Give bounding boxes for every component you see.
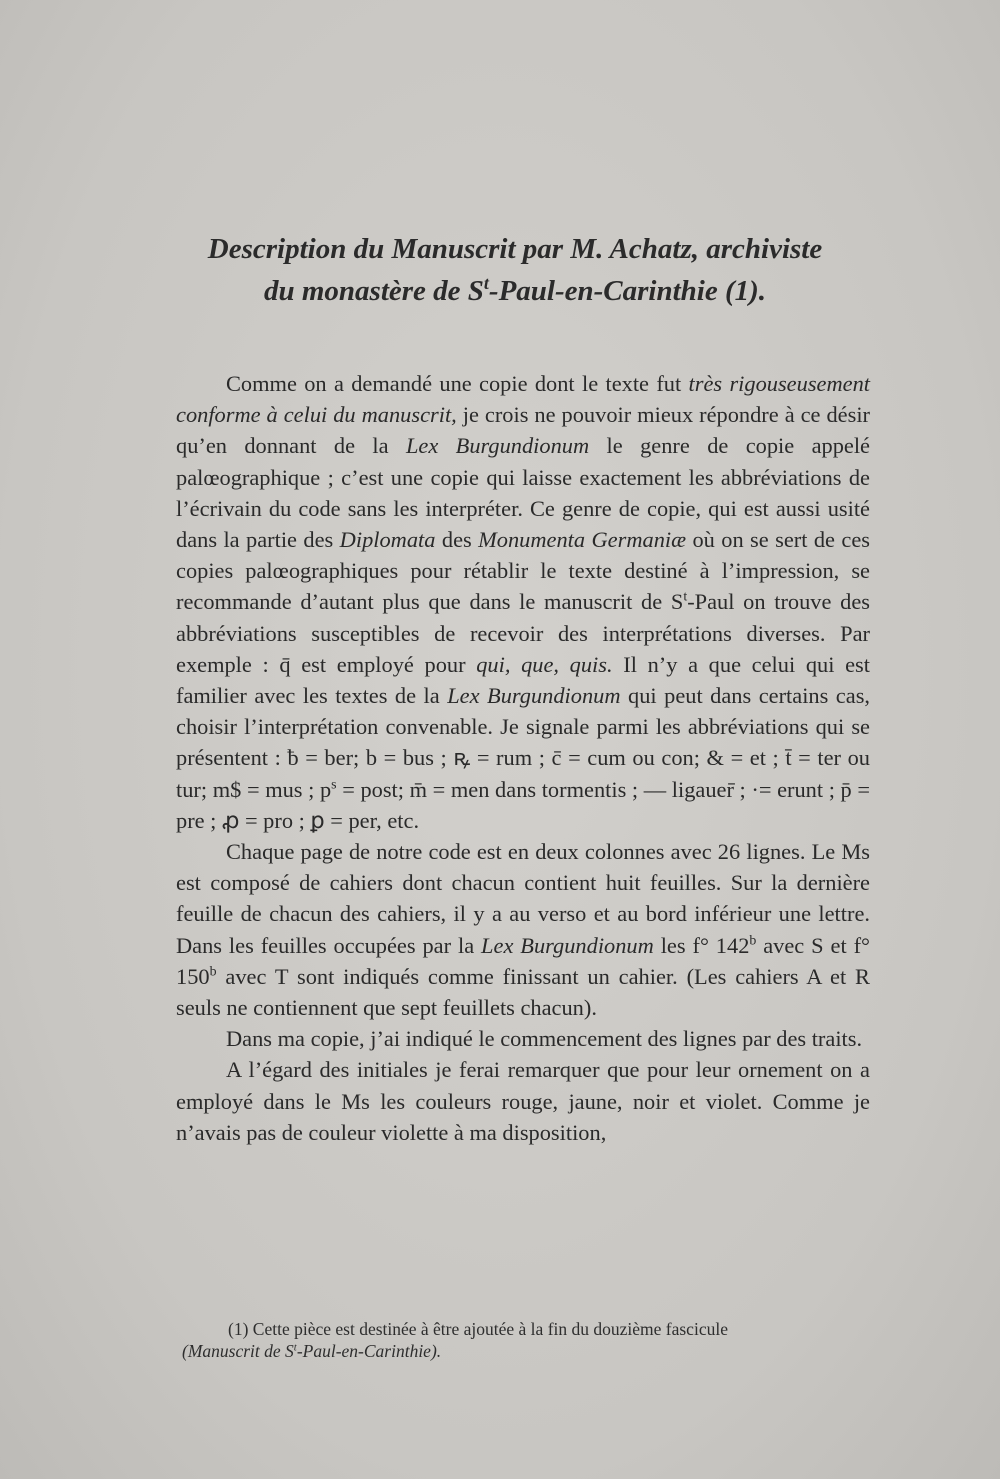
paragraph-3: Dans ma copie, j’ai indiqué le commencement des lignes par des traits. bbox=[226, 1026, 863, 1052]
footnote-line-1: (1) Cette pièce est destinée à être ajoutée à la fin du douzième fascicule bbox=[228, 1319, 728, 1339]
footnote bbox=[182, 1318, 872, 1362]
title-line-1: Description du Manuscrit par M. Achatz, archiviste bbox=[207, 233, 823, 265]
body-text bbox=[176, 368, 870, 1148]
paragraph-1: Comme on a demandé une copie dont le texte fut très rigouseusement conforme à celui du manuscrit, je crois ne pouvoir mieux répondre à ce désir qu’en donnant de la Lex Burgundionum le genre de copie appelé palœographique ; c’est une copie qui laisse exactement les abbréviations de l’écrivain du code sans les interpréter. Ce genre de copie, qui est aussi usité dans la partie des Diplomata des Monumenta Germaniæ où on se sert de ces copies palœographiques pour rétablir le texte destiné à l’impression, se recommande d’autant plus que dans le manuscrit de $S^t$-Paul on trouve des abbréviations susceptibles de recevoir des interprétations diverses. Par exemple : q̄ est employé pour qui, que, quis. Il n’y a que celui qui est familier avec les textes de la Lex Burgundionum qui peut dans certains cas, choisir l’interprétation convenable. Je signale parmi les abbréviations qui se présentent : ƀ = ber; b = bus ; ꝶ = rum ; c̄ = cum ou con; & = et ; t̄ = ter ou tur; m$ = mus ; $p^s$ = post; m̄ = men dans tormentis ; — ligauer̄ ; ·= erunt ; p̄ = pre ; ꝓ = pro ; ꝑ = per, etc. bbox=[176, 371, 870, 833]
page-title bbox=[150, 228, 880, 312]
paragraph-4: A l’égard des initiales je ferai remarquer que pour leur ornement on a employé dans le Ms les couleurs rouge, jaune, noir et violet. Comme je n’avais pas de couleur violette à ma disposition, bbox=[176, 1057, 870, 1145]
title-line-2: du monastère de $S^t-Paul-en$-Carinthie (1). bbox=[263, 273, 767, 307]
paragraph-2: Chaque page de notre code est en deux colonnes avec 26 lignes. Le Ms est composé de cahiers dont chacun contient huit feuilles. Sur la dernière feuille de chacun des cahiers, il y a au verso et au bord inférieur une lettre. Dans les feuilles occupées par la Lex Burgundionum les f° 142$^b$ avec S et f° 150$^b$ avec T sont indiqués comme finissant un cahier. (Les cahiers A et R seuls ne contiennent que sept feuillets chacun). bbox=[176, 839, 870, 1021]
footnote-line-2: (Manuscrit de $S^t-Paul-en-Carinthie$). bbox=[182, 1341, 442, 1361]
